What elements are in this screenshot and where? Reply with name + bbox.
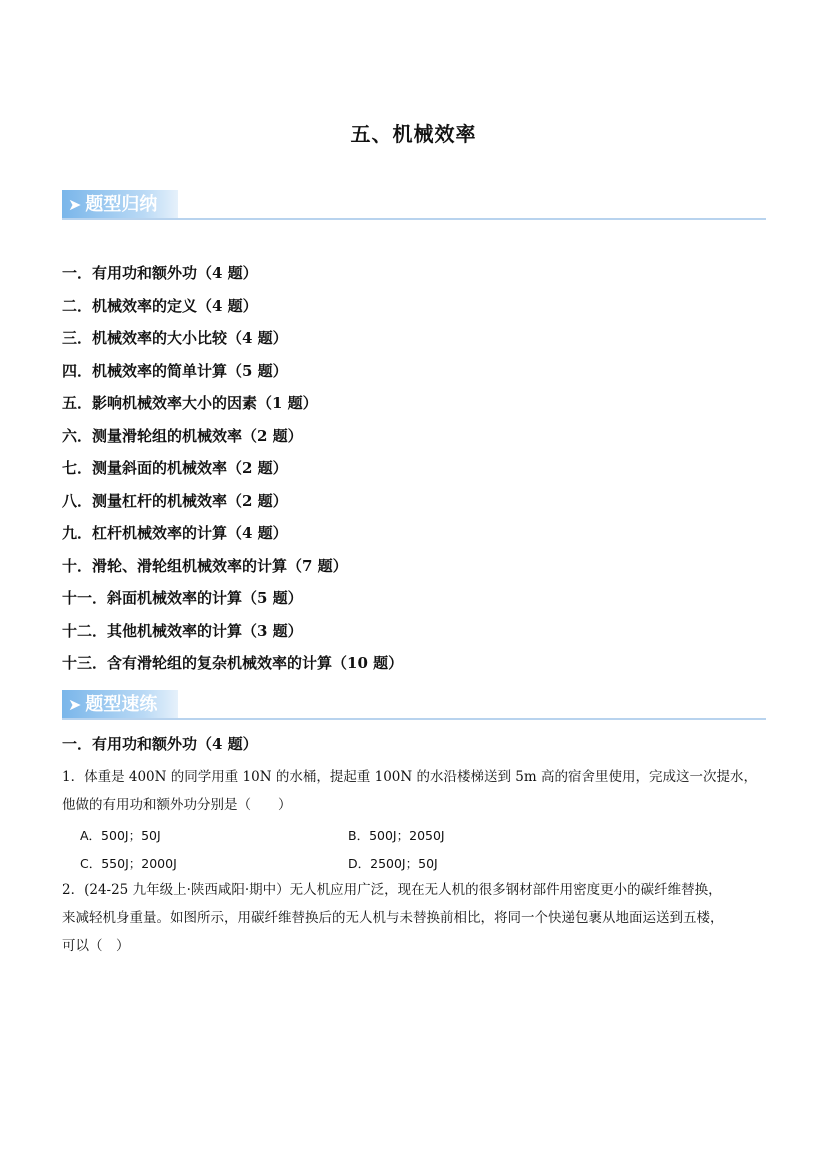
option-d: D．2500J；50J — [348, 856, 438, 871]
list-item: 十二．其他机械效率的计算（3 题） — [62, 621, 303, 640]
divider — [62, 718, 766, 720]
option-a: A．500J；50J — [80, 828, 161, 843]
arrow-right-icon: ➤ — [68, 195, 82, 214]
section-heading: 一．有用功和额外功（4 题） — [62, 735, 258, 753]
question-text: 他做的有用功和额外功分别是（ ） — [62, 797, 292, 813]
list-item: 四．机械效率的简单计算（5 题） — [62, 361, 288, 380]
question-2 — [62, 876, 774, 960]
list-item: 十一．斜面机械效率的计算（5 题） — [62, 589, 303, 607]
list-item: 十．滑轮、滑轮组机械效率的计算（7 题） — [62, 556, 348, 575]
divider — [62, 218, 766, 220]
section-banner-summary — [62, 190, 766, 220]
topic-list — [62, 262, 403, 685]
arrow-right-icon: ➤ — [68, 695, 82, 714]
list-item: 二．机械效率的定义（4 题） — [62, 296, 258, 315]
list-item: 三．机械效率的大小比较（4 题） — [62, 329, 288, 347]
question-text: 可以（ ） — [62, 938, 130, 954]
question-1 — [62, 763, 774, 819]
banner-label: 题型归纳 — [85, 194, 158, 215]
page-title: 五、机械效率 — [350, 122, 477, 146]
option-c: C．550J；2000J — [80, 856, 177, 871]
list-item: 五．影响机械效率大小的因素（1 题） — [62, 394, 318, 412]
list-item: 六．测量滑轮组的机械效率（2 题） — [62, 426, 303, 445]
option-b: B．500J；2050J — [348, 828, 445, 843]
banner-label: 题型速练 — [85, 694, 158, 715]
list-item: 八．测量杠杆的机械效率（2 题） — [62, 491, 288, 510]
question-text: 2．(24-25 九年级上·陕西咸阳·期中）无人机应用广泛，现在无人机的很多钢材部件用密度更小的碳纤维替换， — [62, 882, 722, 898]
list-item: 九．杠杆机械效率的计算（4 题） — [62, 524, 288, 542]
list-item: 十三．含有滑轮组的复杂机械效率的计算（10 题） — [62, 654, 404, 672]
question-text: 1．体重是 400N 的同学用重 10N 的水桶，提起重 100N 的水沿楼梯送到 5m 高的宿舍里使用，完成这一次提水， — [62, 769, 757, 785]
list-item: 一．有用功和额外功（4 题） — [62, 264, 258, 282]
list-item: 七．测量斜面的机械效率（2 题） — [62, 459, 288, 477]
question-text: 来减轻机身重量。如图所示，用碳纤维替换后的无人机与未替换前相比，将同一个快递包裹从地面运送到五楼， — [62, 910, 724, 926]
section-banner-practice — [62, 690, 766, 720]
